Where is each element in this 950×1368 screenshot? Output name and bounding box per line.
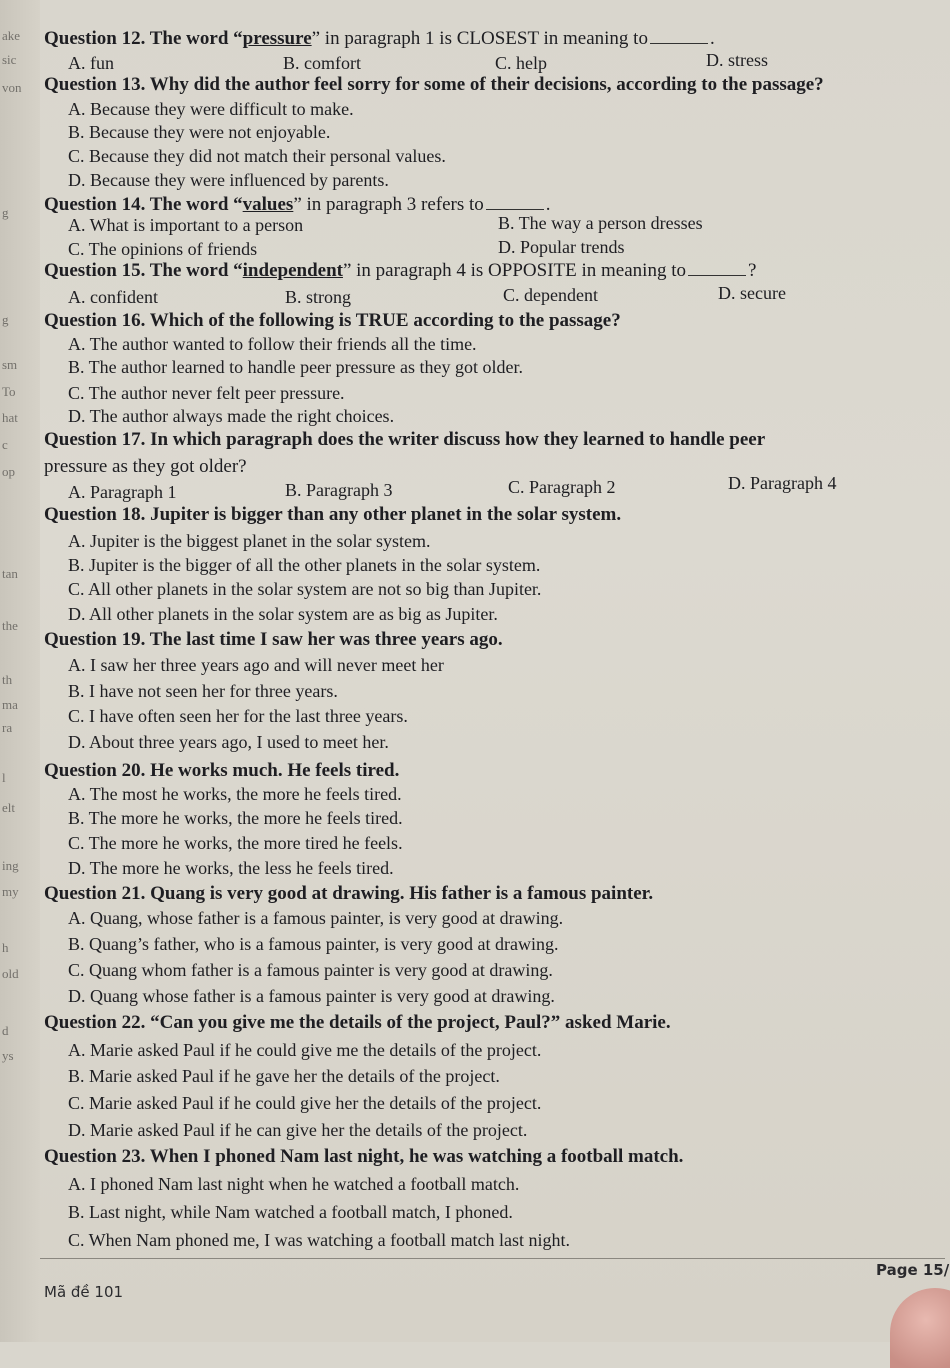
q13-option-c[interactable]: C. Because they did not match their personal values. [68,146,446,166]
margin-fragment: ys [2,1048,14,1063]
q17-option-c[interactable]: C. Paragraph 2 [508,477,616,497]
q16-option-c[interactable]: C. The author never felt peer pressure. [68,383,345,403]
q23-option-c[interactable]: C. When Nam phoned me, I was watching a football match last night. [68,1230,571,1250]
q21-option-a[interactable]: A. Quang, whose father is a famous painter, is very good at drawing. [68,908,564,928]
question-12-stem: Question 12. The word “pressure” in paragraph 1 is CLOSEST in meaning to . [44,28,715,49]
margin-fragment: h [2,940,9,955]
left-margin-bleed [0,0,40,1342]
question-17-stem-continued: pressure as they got older? [44,456,247,477]
margin-fragment: old [2,966,19,981]
q17-option-d[interactable]: D. Paragraph 4 [728,473,837,493]
q17-option-b[interactable]: B. Paragraph 3 [285,480,393,500]
q22-option-b[interactable]: B. Marie asked Paul if he gave her the details of the project. [68,1066,500,1086]
margin-fragment: elt [2,800,15,815]
question-17-stem: Question 17. In which paragraph does the writer discuss how they learned to handle peer [44,429,766,450]
q20-option-c[interactable]: C. The more he works, the more tired he feels. [68,833,403,853]
q19-option-c[interactable]: C. I have often seen her for the last three years. [68,706,408,726]
q16-option-a[interactable]: A. The author wanted to follow their friends all the time. [68,334,477,354]
question-22-stem: Question 22. “Can you give me the details of the project, Paul?” asked Marie. [44,1012,671,1033]
q12-option-b[interactable]: B. comfort [283,53,361,73]
margin-fragment: the [2,618,18,633]
q18-option-d[interactable]: D. All other planets in the solar system are as big as Jupiter. [68,604,498,624]
q15-option-b[interactable]: B. strong [285,287,352,307]
margin-fragment: op [2,464,15,479]
q20-option-d[interactable]: D. The more he works, the less he feels tired. [68,858,394,878]
q15-option-d[interactable]: D. secure [718,283,786,303]
q18-option-c[interactable]: C. All other planets in the solar system are not so big than Jupiter. [68,579,542,599]
answer-blank [650,43,708,44]
q22-option-c[interactable]: C. Marie asked Paul if he could give her the details of the project. [68,1093,542,1113]
q18-option-a[interactable]: A. Jupiter is the biggest planet in the solar system. [68,531,431,551]
margin-fragment: th [2,672,13,687]
margin-fragment: von [2,80,22,95]
q22-option-a[interactable]: A. Marie asked Paul if he could give me the details of the project. [68,1040,542,1060]
q13-option-a[interactable]: A. Because they were difficult to make. [68,99,354,119]
q12-option-d[interactable]: D. stress [706,50,768,70]
exam-code: Mã đề 101 [44,1283,124,1301]
q20-option-a[interactable]: A. The most he works, the more he feels tired. [68,784,402,804]
q19-option-b[interactable]: B. I have not seen her for three years. [68,681,338,701]
q12-option-a[interactable]: A. fun [68,53,114,73]
answer-blank [486,209,544,210]
q19-option-a[interactable]: A. I saw her three years ago and will never meet her [68,655,444,675]
question-18-stem: Question 18. Jupiter is bigger than any other planet in the solar system. [44,504,622,525]
page-number: Page 15/ [876,1261,950,1279]
question-13-stem: Question 13. Why did the author feel sorry for some of their decisions, according to the passage? [44,74,824,95]
q13-option-b[interactable]: B. Because they were not enjoyable. [68,122,331,142]
q23-option-a[interactable]: A. I phoned Nam last night when he watched a football match. [68,1174,520,1194]
q21-option-c[interactable]: C. Quang whom father is a famous painter is very good at drawing. [68,960,553,980]
answer-blank [688,275,746,276]
q14-option-c[interactable]: C. The opinions of friends [68,239,258,259]
margin-fragment: ma [2,697,18,712]
margin-fragment: ing [2,858,19,873]
q17-option-a[interactable]: A. Paragraph 1 [68,482,177,502]
q21-option-b[interactable]: B. Quang’s father, who is a famous painter, is very good at drawing. [68,934,559,954]
q15-option-a[interactable]: A. confident [68,287,158,307]
q14-option-a[interactable]: A. What is important to a person [68,215,304,235]
question-19-stem: Question 19. The last time I saw her was three years ago. [44,629,503,650]
margin-fragment: sic [2,52,17,67]
margin-fragment: d [2,1023,9,1038]
q19-option-d[interactable]: D. About three years ago, I used to meet her. [68,732,389,752]
footer-divider [40,1258,945,1259]
margin-fragment: sm [2,357,18,372]
q14-option-d[interactable]: D. Popular trends [498,237,625,257]
q22-option-d[interactable]: D. Marie asked Paul if he can give her the details of the project. [68,1120,528,1140]
question-21-stem: Question 21. Quang is very good at drawing. His father is a famous painter. [44,883,654,904]
q21-option-d[interactable]: D. Quang whose father is a famous painter is very good at drawing. [68,986,555,1006]
margin-fragment: g [2,312,9,327]
margin-fragment: tan [2,566,18,581]
q18-option-b[interactable]: B. Jupiter is the bigger of all the other planets in the solar system. [68,555,541,575]
margin-fragment: ra [2,720,13,735]
margin-fragment: ake [2,28,21,43]
q23-option-b[interactable]: B. Last night, while Nam watched a football match, I phoned. [68,1202,513,1222]
q16-option-d[interactable]: D. The author always made the right choices. [68,406,395,426]
q16-option-b[interactable]: B. The author learned to handle peer pressure as they got older. [68,357,524,377]
question-16-stem: Question 16. Which of the following is TRUE according to the passage? [44,310,621,331]
q20-option-b[interactable]: B. The more he works, the more he feels tired. [68,808,403,828]
margin-fragment: g [2,205,9,220]
q13-option-d[interactable]: D. Because they were influenced by parents. [68,170,389,190]
finger-in-frame [890,1288,950,1368]
q14-option-b[interactable]: B. The way a person dresses [498,213,703,233]
margin-fragment: l [2,770,6,785]
margin-fragment: hat [2,410,18,425]
q12-option-c[interactable]: C. help [495,53,547,73]
margin-fragment: To [2,384,16,399]
question-15-stem: Question 15. The word “independent” in paragraph 4 is OPPOSITE in meaning to ? [44,260,757,281]
question-14-stem: Question 14. The word “values” in paragraph 3 refers to . [44,194,551,215]
question-23-stem: Question 23. When I phoned Nam last night, he was watching a football match. [44,1146,684,1167]
margin-fragment: my [2,884,19,899]
question-20-stem: Question 20. He works much. He feels tired. [44,760,400,781]
margin-fragment: c [2,437,8,452]
q15-option-c[interactable]: C. dependent [503,285,598,305]
